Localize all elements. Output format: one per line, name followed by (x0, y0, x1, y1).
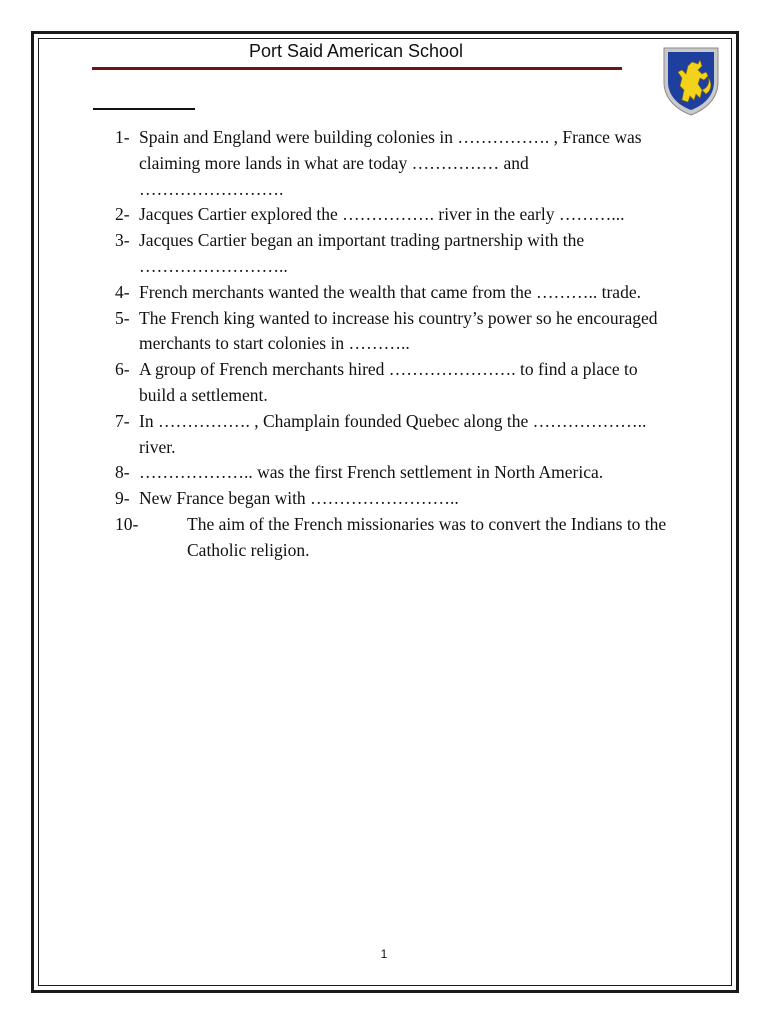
question-item (115, 357, 675, 409)
question-item (115, 280, 675, 306)
question-item (115, 125, 675, 202)
question-text: The aim of the French missionaries was to convert the Indians to the Catholic religion. (187, 513, 667, 560)
question-item (115, 306, 675, 358)
question-text: ……………….. was the first French settlement in North America. (139, 462, 604, 483)
question-number: 3- (115, 230, 130, 251)
question-item (115, 409, 675, 461)
page-number: 1 (380, 947, 388, 961)
question-number: 2- (115, 204, 130, 225)
question-text: Jacques Cartier began an important trading partnership with the …………………….. (139, 230, 585, 276)
question-item (115, 512, 675, 564)
name-blank-line (93, 108, 195, 110)
question-text: The French king wanted to increase his country’s power so he encouraged merchants to start colonies in ……….. (139, 307, 658, 354)
question-number: 6- (115, 359, 130, 380)
question-item (115, 486, 675, 512)
question-number: 8- (115, 462, 130, 483)
header-rule (92, 67, 622, 70)
question-number: 1- (115, 127, 130, 147)
question-number: 7- (115, 410, 130, 431)
school-crest-icon (662, 46, 720, 116)
question-text: French merchants wanted the wealth that came from the ……….. trade. (139, 281, 641, 302)
school-name: Port Said American School (248, 41, 464, 61)
question-item (115, 228, 675, 280)
question-number: 10- (115, 513, 139, 534)
question-text: A group of French merchants hired …………………. to find a place to build a settlement. (139, 359, 638, 405)
question-number: 4- (115, 281, 130, 302)
question-number: 9- (115, 488, 130, 509)
question-text: Jacques Cartier explored the ……………. river in the early ………... (139, 204, 625, 225)
question-item (115, 202, 675, 228)
question-item (115, 460, 675, 486)
question-text: Spain and England were building colonies in ……………. , France was claiming more lands in what are today …………… and ……………………. (139, 127, 642, 199)
question-number: 5- (115, 307, 130, 328)
question-list (115, 125, 675, 564)
question-text: In ……………. , Champlain founded Quebec along the ……………….. river. (139, 410, 647, 457)
question-text: New France began with …………………….. (139, 488, 459, 509)
